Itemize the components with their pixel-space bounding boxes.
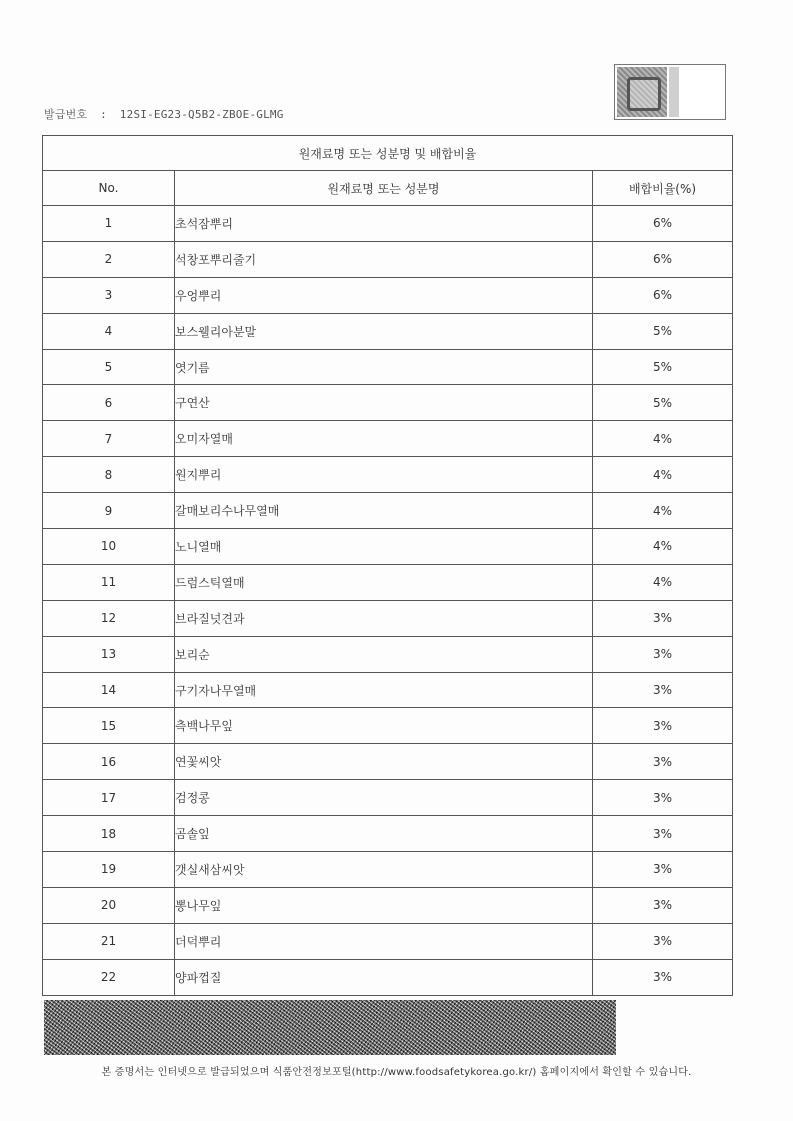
cell-no: 3 [43,277,175,313]
cell-no: 17 [43,780,175,816]
cell-name: 노니열매 [175,529,593,565]
cell-ratio: 3% [593,708,733,744]
cell-ratio: 3% [593,852,733,888]
cell-no: 21 [43,923,175,959]
table-row [43,206,733,242]
verification-stamp [614,64,726,120]
cell-ratio: 5% [593,349,733,385]
cell-no: 1 [43,206,175,242]
table-row [43,457,733,493]
cell-name: 우엉뿌리 [175,277,593,313]
cell-name: 석창포뿌리줄기 [175,241,593,277]
cell-no: 14 [43,672,175,708]
cell-name: 엿기름 [175,349,593,385]
table-row [43,672,733,708]
table-row [43,887,733,923]
cell-no: 12 [43,600,175,636]
table-row [43,744,733,780]
cell-name: 갯실새삼씨앗 [175,852,593,888]
cell-ratio: 3% [593,744,733,780]
cell-no: 6 [43,385,175,421]
cell-ratio: 6% [593,241,733,277]
cell-ratio: 3% [593,672,733,708]
cell-name: 갈매보리수나무열매 [175,493,593,529]
cell-name: 보리순 [175,636,593,672]
cell-name: 보스웰리아분말 [175,313,593,349]
table-row [43,421,733,457]
security-noise-pattern [44,1000,616,1055]
issue-number-line [44,106,284,122]
table-row [43,241,733,277]
cell-no: 20 [43,887,175,923]
cell-ratio: 3% [593,923,733,959]
table-row [43,636,733,672]
cell-no: 7 [43,421,175,457]
cell-no: 4 [43,313,175,349]
cell-name: 검정콩 [175,780,593,816]
table-header-row [43,171,733,206]
cell-no: 16 [43,744,175,780]
table-row [43,923,733,959]
anti-forgery-seal-icon [617,67,667,117]
table-row [43,852,733,888]
cell-no: 15 [43,708,175,744]
cell-ratio: 5% [593,313,733,349]
table-row [43,600,733,636]
cell-ratio: 6% [593,206,733,242]
issue-number-label: 발급번호 [44,108,88,121]
cell-no: 8 [43,457,175,493]
cell-name: 곰솔잎 [175,816,593,852]
issue-number-value: 12SI-EG23-Q5B2-ZBOE-GLMG [119,108,284,121]
cell-ratio: 4% [593,564,733,600]
table-row [43,780,733,816]
cell-ratio: 4% [593,493,733,529]
cell-no: 13 [43,636,175,672]
table-row [43,313,733,349]
cell-name: 초석잠뿌리 [175,206,593,242]
cell-ratio: 3% [593,636,733,672]
column-header-ratio: 배합비율(%) [593,171,733,206]
cell-ratio: 4% [593,529,733,565]
cell-ratio: 3% [593,816,733,852]
table-row [43,708,733,744]
stamp-bar [669,67,679,117]
table-caption: 원재료명 또는 성분명 및 배합비율 [43,136,733,171]
cell-ratio: 4% [593,421,733,457]
cell-name: 구연산 [175,385,593,421]
cell-name: 더덕뿌리 [175,923,593,959]
table-row [43,529,733,565]
table-row [43,564,733,600]
table-row [43,349,733,385]
cell-name: 양파껍질 [175,959,593,995]
cell-name: 오미자열매 [175,421,593,457]
cell-no: 10 [43,529,175,565]
cell-name: 원지뿌리 [175,457,593,493]
table-row [43,277,733,313]
table-row [43,959,733,995]
cell-name: 드럼스틱열매 [175,564,593,600]
cell-ratio: 3% [593,959,733,995]
cell-no: 11 [43,564,175,600]
footer-notice: 본 증명서는 인터넷으로 발급되었으며 식품안전정보포털(http://www.foodsafetykorea.go.kr/) 홈페이지에서 확인할 수 있습니다. [101,1067,692,1078]
cell-ratio: 5% [593,385,733,421]
table-row [43,385,733,421]
issue-number-separator: : [100,108,107,121]
cell-name: 뽕나무잎 [175,887,593,923]
cell-no: 9 [43,493,175,529]
cell-no: 2 [43,241,175,277]
cell-ratio: 3% [593,887,733,923]
cell-ratio: 3% [593,780,733,816]
cell-name: 측백나무잎 [175,708,593,744]
cell-name: 브라질넛견과 [175,600,593,636]
cell-no: 19 [43,852,175,888]
cell-ratio: 3% [593,600,733,636]
cell-name: 연꽃씨앗 [175,744,593,780]
column-header-no: No. [43,171,175,206]
cell-no: 18 [43,816,175,852]
column-header-name: 원재료명 또는 성분명 [175,171,593,206]
ingredient-ratio-table [42,135,733,996]
cell-name: 구기자나무열매 [175,672,593,708]
table-caption-row [43,136,733,171]
cell-ratio: 6% [593,277,733,313]
table-row [43,493,733,529]
cell-no: 22 [43,959,175,995]
table-row [43,816,733,852]
cell-no: 5 [43,349,175,385]
cell-ratio: 4% [593,457,733,493]
